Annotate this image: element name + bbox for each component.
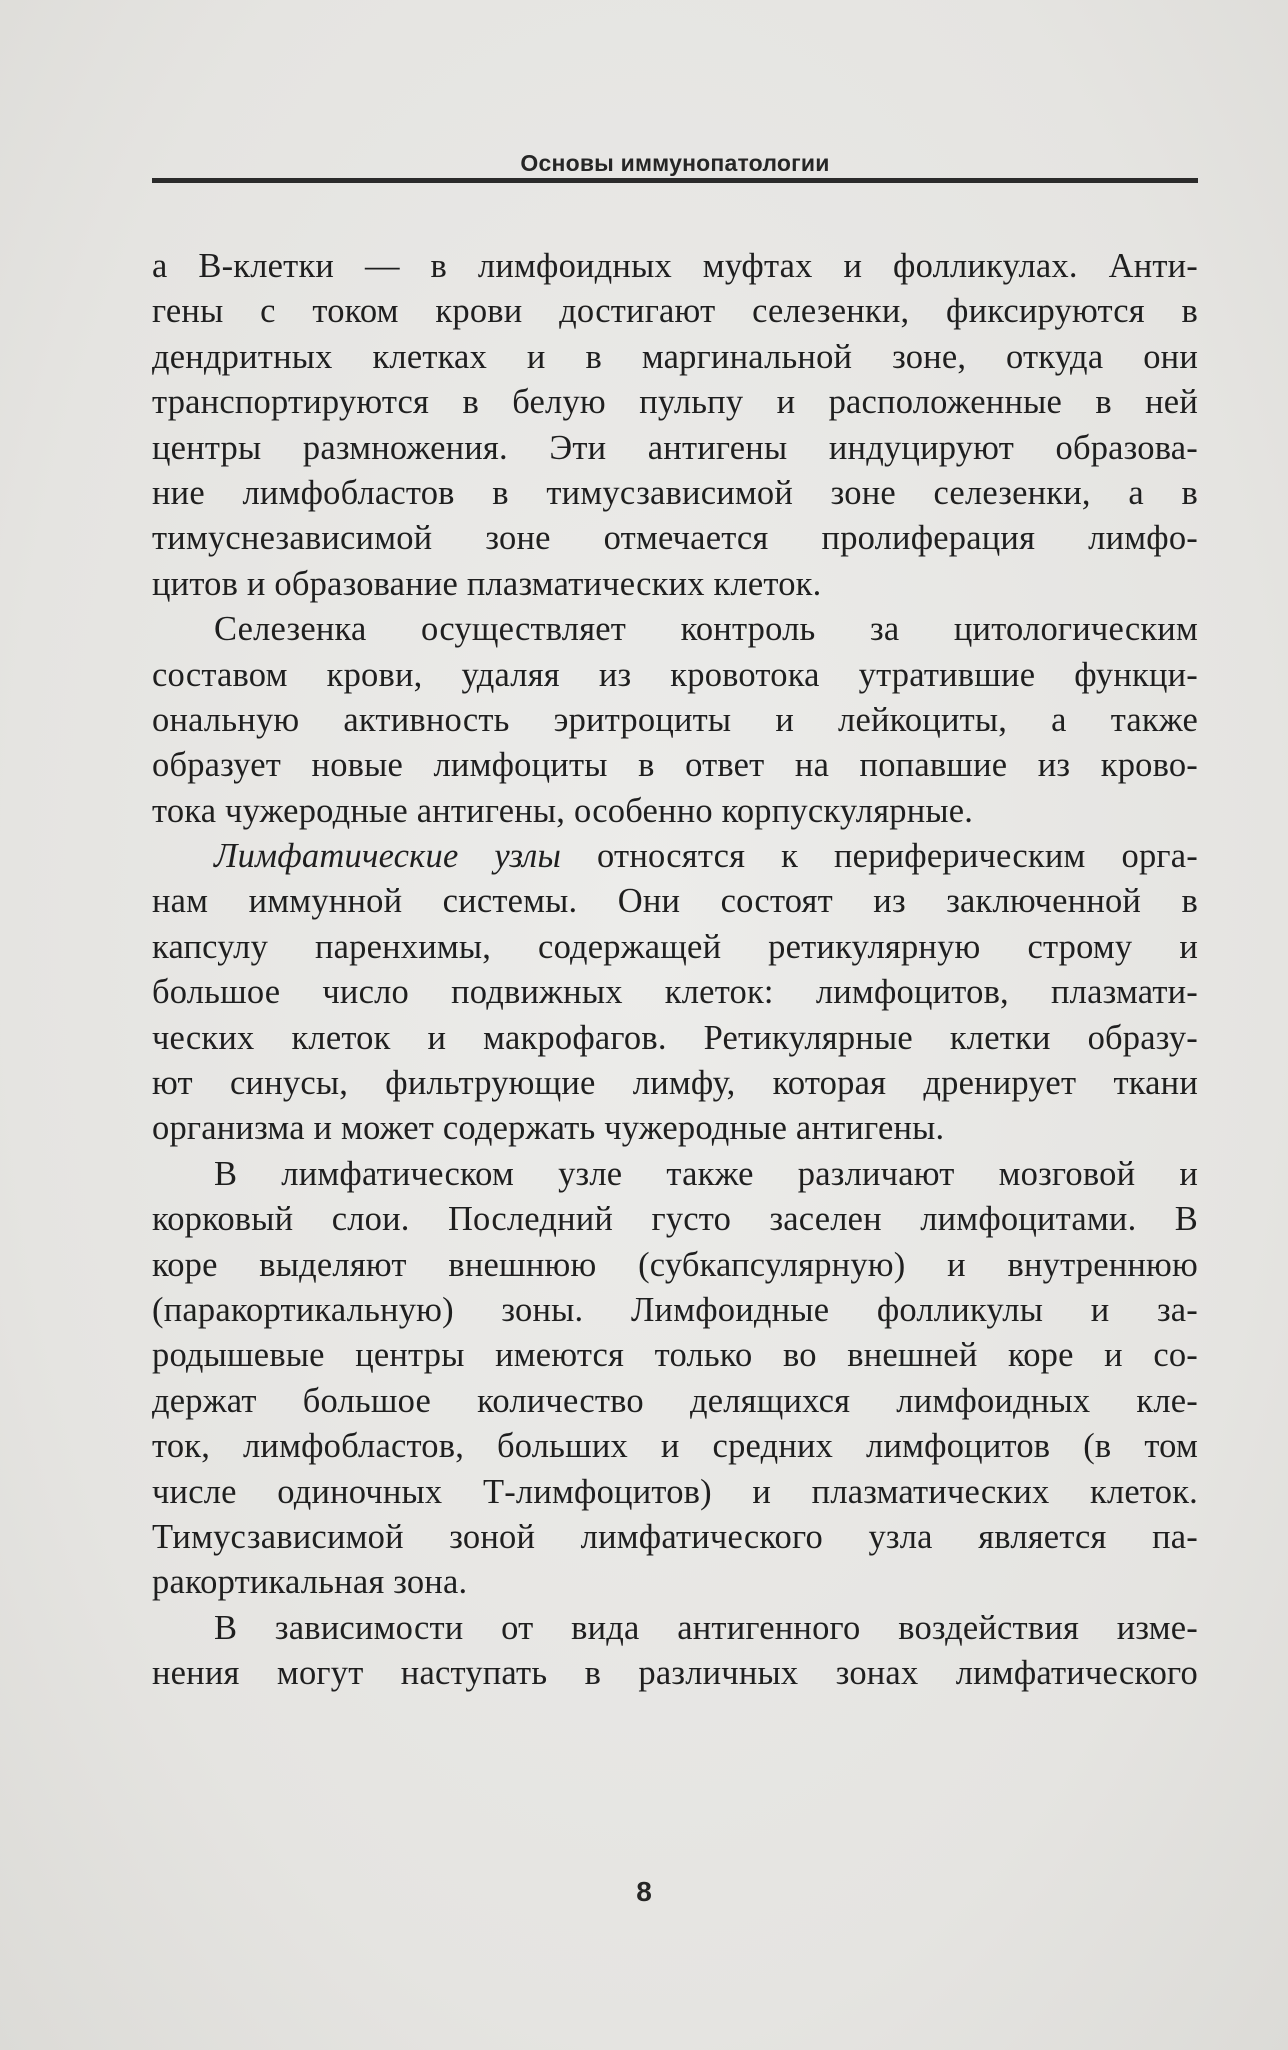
text-line: капсулу паренхимы, содержащей ретикулярную строму и xyxy=(152,927,1198,966)
body-text xyxy=(152,244,1198,1697)
text-line: цитов и образование плазматических клеток. xyxy=(152,564,822,603)
text-line: ческих клеток и макрофагов. Ретикулярные клетки образу- xyxy=(152,1018,1198,1057)
text-line: транспортируются в белую пульпу и расположенные в ней xyxy=(152,383,1198,422)
text-line: корковый слои. Последний густо заселен лимфоцитами. В xyxy=(152,1200,1198,1239)
running-head-title: Основы иммунопатологии xyxy=(520,150,830,176)
text-line: держат большое количество делящихся лимфоидных кле- xyxy=(152,1381,1198,1420)
text-line: большое число подвижных клеток: лимфоцитов, плазмати- xyxy=(152,973,1198,1012)
text-line: ние лимфобластов в тимусзависимой зоне селезенки, а в xyxy=(152,473,1198,512)
text-line: родышевые центры имеются только во внешней коре и со- xyxy=(152,1336,1198,1375)
paragraph-1 xyxy=(152,244,1198,607)
text-line: В лимфатическом узле также различают мозговой и xyxy=(214,1154,1198,1193)
text-line: гены с током крови достигают селезенки, фиксируются в xyxy=(152,292,1198,331)
text-line: ракортикальная зона. xyxy=(152,1563,468,1602)
text-line: нения могут наступать в различных зонах лимфатического xyxy=(152,1654,1198,1693)
text-line: ют синусы, фильтрующие лимфу, которая дренирует ткани xyxy=(152,1064,1198,1103)
text-line: коре выделяют внешнюю (субкапсулярную) и внутреннюю xyxy=(152,1245,1198,1284)
paragraph-2 xyxy=(152,607,1198,834)
text-line: составом крови, удаляя из кровотока утратившие функци- xyxy=(152,655,1198,694)
text-line: дендритных клетках и в маргинальной зоне, откуда они xyxy=(152,337,1198,376)
text-line: образует новые лимфоциты в ответ на попавшие из крово- xyxy=(152,746,1198,785)
text-line: ток, лимфобластов, больших и средних лимфоцитов (в том xyxy=(152,1427,1198,1466)
text-line: центры размножения. Эти антигены индуцируют образова- xyxy=(152,428,1198,467)
header-rule xyxy=(152,178,1198,183)
text-line: Селезенка осуществляет контроль за цитологическим xyxy=(214,610,1198,649)
text-fragment: относятся к периферическим орга- xyxy=(561,837,1198,876)
text-line: тимуснезависимой зоне отмечается пролиферация лимфо- xyxy=(152,519,1198,558)
text-line: (паракортикальную) зоны. Лимфоидные фолликулы и за- xyxy=(152,1290,1198,1329)
text-line: организма и может содержать чужеродные антигены. xyxy=(152,1109,945,1148)
text-line: ональную активность эритроциты и лейкоциты, а также xyxy=(152,700,1198,739)
text-line: тока чужеродные антигены, особенно корпускулярные. xyxy=(152,791,974,830)
paragraph-4 xyxy=(152,1152,1198,1606)
page-number: 8 xyxy=(636,1876,652,1907)
text-line: Тимусзависимой зоной лимфатического узла является па- xyxy=(152,1517,1198,1556)
paragraph-5 xyxy=(152,1606,1198,1697)
text-line: В зависимости от вида антигенного воздействия изме- xyxy=(214,1608,1198,1647)
text-line: числе одиночных Т-лимфоцитов) и плазматических клеток. xyxy=(152,1472,1198,1511)
text-line: а В-клетки — в лимфоидных муфтах и фолликулах. Анти- xyxy=(152,247,1198,285)
text-line: нам иммунной системы. Они состоят из заключенной в xyxy=(152,882,1198,921)
paragraph-3 xyxy=(152,834,1198,1152)
text-line xyxy=(152,834,1198,879)
italic-term: Лимфатические узлы xyxy=(214,837,562,876)
